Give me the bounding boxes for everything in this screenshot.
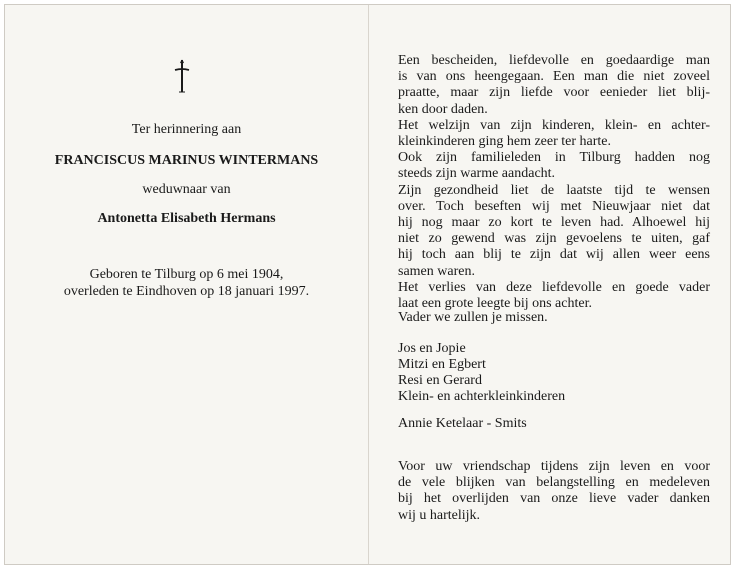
tribute-line: Het welzijn van zijn kinderen, klein- en achter- xyxy=(398,117,710,133)
tribute-line: over. Toch beseften wij met Nieuwjaar niet dat xyxy=(398,198,710,214)
tribute-line: Ook zijn familieleden in Tilburg hadden nog xyxy=(398,150,710,166)
thanks-line: de vele blijken van belangstelling en medeleven xyxy=(398,475,710,491)
family-member: Mitzi en Egbert xyxy=(398,357,486,372)
family-member: Jos en Jopie xyxy=(398,341,466,356)
thanks-text xyxy=(398,459,710,524)
right-page xyxy=(398,5,718,564)
tribute-line: Het verlies van deze liefdevolle en goede vader xyxy=(398,279,710,295)
tribute-line: hij toch aan blij te zijn dat wij allen weer eens xyxy=(398,247,710,263)
widower-of-label: weduwnaar van xyxy=(142,182,231,197)
family-member: Klein- en achterkleinkinderen xyxy=(398,389,566,404)
memorial-card xyxy=(4,4,731,565)
tribute-line: Een bescheiden, liefdevolle en goedaardige man xyxy=(398,53,710,68)
deceased-name: FRANCISCUS MARINUS WINTERMANS xyxy=(54,153,319,168)
tribute-line: ken door daden. xyxy=(398,101,488,117)
tribute-line: steeds zijn warme aandacht. xyxy=(398,166,556,182)
tribute-text xyxy=(398,53,710,312)
died-line: overleden te Eindhoven op 18 januari 1997. xyxy=(63,284,310,299)
card-fold-line xyxy=(368,5,369,564)
tribute-line: samen waren. xyxy=(398,263,475,279)
tribute-line: praatte, maar zijn liefde voor eenieder liet blij- xyxy=(398,85,710,101)
tribute-line: Zijn gezondheid liet de laatste tijd te wensen xyxy=(398,182,710,198)
born-line: Geboren te Tilburg op 6 mei 1904, xyxy=(89,267,284,282)
thanks-line: bij het overlijden van onze lieve vader danken xyxy=(398,491,710,507)
left-page xyxy=(5,5,368,564)
missing-line: Vader we zullen je missen. xyxy=(398,310,548,325)
tribute-line: kleinkinderen ging hem zeer ter harte. xyxy=(398,134,612,150)
thanks-line: Voor uw vriendschap tijdens zijn leven en voor xyxy=(398,459,710,474)
family-member: Resi en Gerard xyxy=(398,373,482,388)
thanks-line: wij u hartelijk. xyxy=(398,507,481,523)
in-memory-label: Ter herinnering aan xyxy=(131,122,242,137)
companion-name: Annie Ketelaar - Smits xyxy=(398,416,527,431)
tribute-line: laat een grote leegte bij ons achter. xyxy=(398,296,592,312)
spouse-name: Antonetta Elisabeth Hermans xyxy=(97,211,276,226)
cross-icon xyxy=(167,59,197,93)
tribute-line: niet zo gewend was zijn gevoelens te uiten, gaf xyxy=(398,231,710,247)
tribute-line: hij nog maar zo kort te leven had. Alhoewel hij xyxy=(398,215,710,231)
tribute-line: is van ons heengegaan. Een man die niet zoveel xyxy=(398,69,710,85)
